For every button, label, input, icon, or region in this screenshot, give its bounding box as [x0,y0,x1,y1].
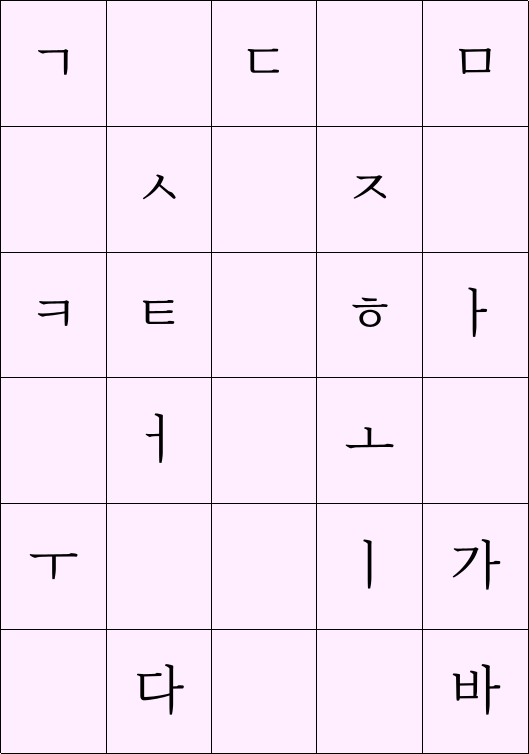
grid-cell[interactable] [212,504,317,630]
grid-cell[interactable]: ㅗ [317,378,423,504]
grid-cell[interactable] [107,1,212,127]
grid-cell[interactable] [317,1,423,127]
grid-cell[interactable]: ㅁ [423,1,529,127]
grid-cell[interactable]: ㄱ [1,1,107,127]
grid-cell[interactable]: ㅜ [1,504,107,630]
grid-cell[interactable]: ㅋ [1,253,107,378]
grid-cell[interactable] [1,378,107,504]
grid-cell[interactable]: ㅌ [107,253,212,378]
grid-cell[interactable]: 가 [423,504,529,630]
grid-cell[interactable] [1,127,107,253]
grid-cell[interactable] [212,378,317,504]
grid-cell[interactable]: ㄷ [212,1,317,127]
grid-cell[interactable] [212,630,317,754]
grid-cell[interactable]: ㅎ [317,253,423,378]
grid-cell[interactable]: ㅓ [107,378,212,504]
grid-cell[interactable] [212,127,317,253]
grid-cell[interactable]: ㅣ [317,504,423,630]
grid-cell[interactable] [212,253,317,378]
grid-cell[interactable] [1,630,107,754]
grid-cell[interactable]: 바 [423,630,529,754]
grid-cell[interactable] [423,378,529,504]
grid-cell[interactable]: ㅈ [317,127,423,253]
grid-cell[interactable] [423,127,529,253]
grid-cell[interactable] [317,630,423,754]
grid-cell[interactable] [107,504,212,630]
grid-cell[interactable]: 다 [107,630,212,754]
grid-cell[interactable]: ㅅ [107,127,212,253]
grid-cell[interactable]: ㅏ [423,253,529,378]
